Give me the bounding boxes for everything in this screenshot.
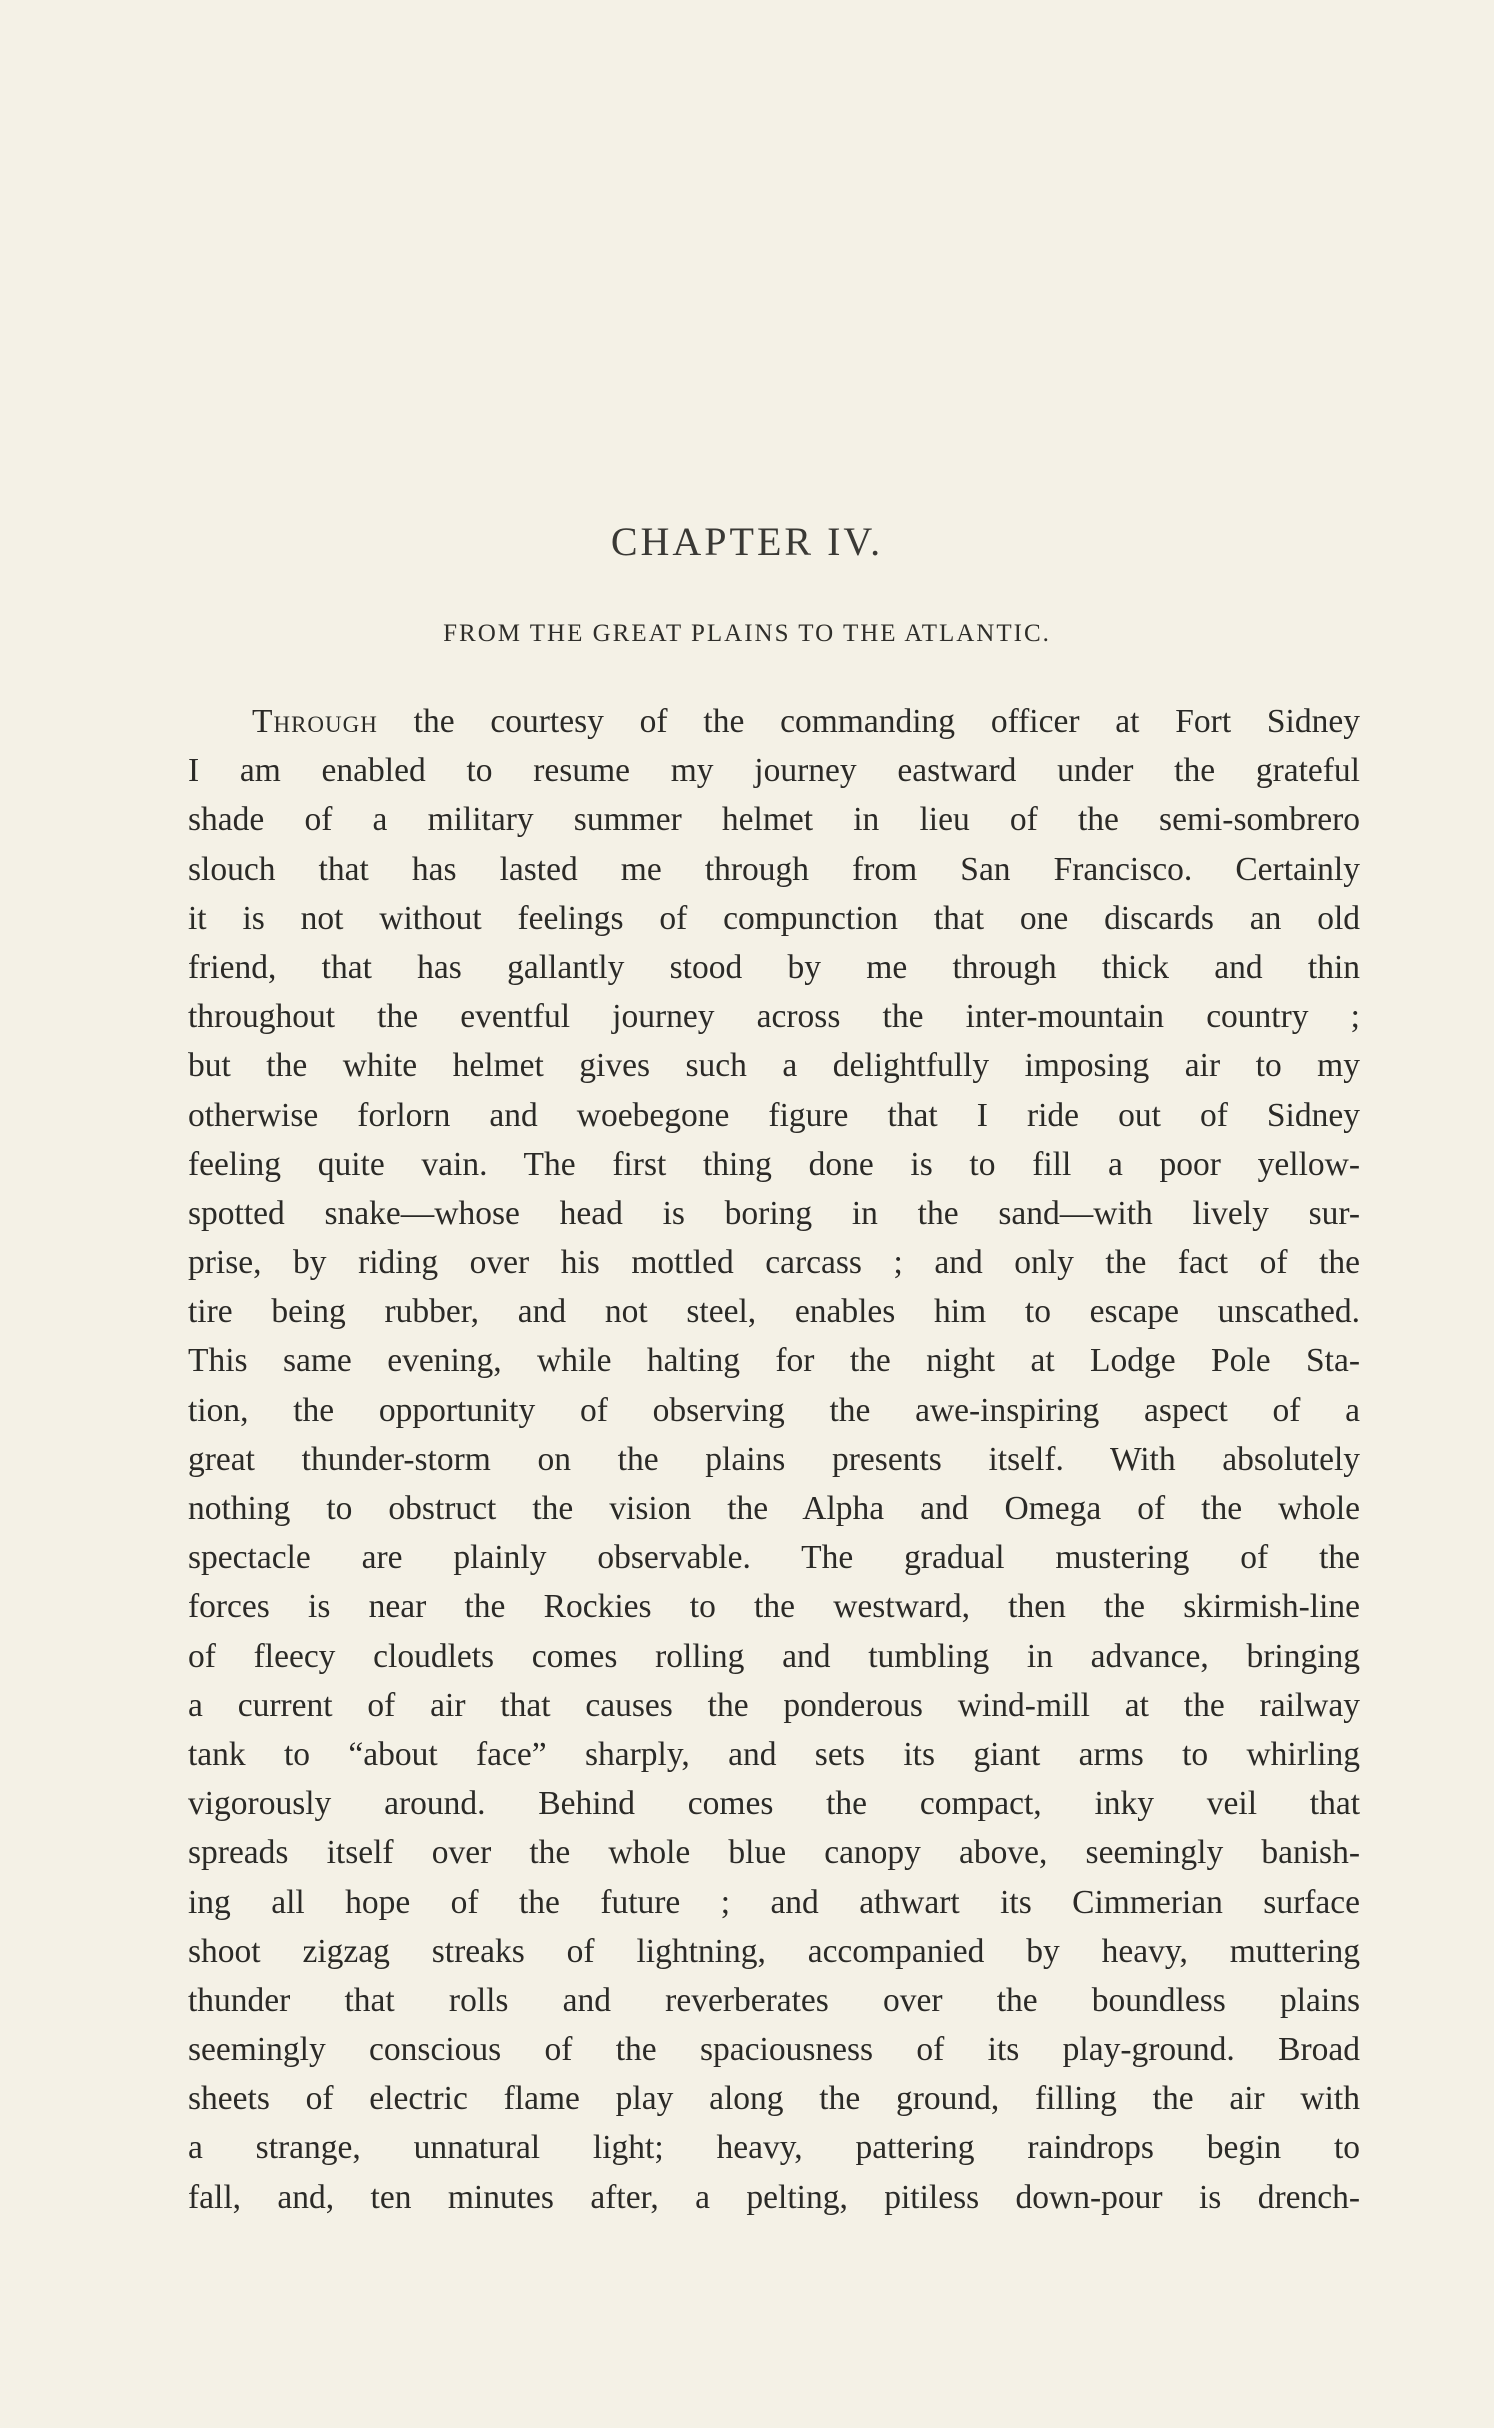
text-line: it is not without feelings of compunction that one discards an old xyxy=(188,899,1360,937)
text-line: I am enabled to resume my journey eastward under the grateful xyxy=(188,752,1360,790)
text-line: forces is near the Rockies to the westward, then the skirmish-line xyxy=(188,1588,1360,1626)
text-line: shade of a military summer helmet in lieu of the semi-sombrero xyxy=(188,801,1360,839)
text-line: vigorously around. Behind comes the compact, inky veil that xyxy=(188,1785,1360,1823)
text-line: spreads itself over the whole blue canopy above, seemingly banish- xyxy=(188,1834,1360,1872)
text-line: of fleecy cloudlets comes rolling and tumbling in advance, bringing xyxy=(188,1637,1360,1675)
text-line: sheets of electric flame play along the ground, filling the air with xyxy=(188,2080,1360,2118)
text-line: shoot zigzag streaks of lightning, accompanied by heavy, muttering xyxy=(188,1932,1360,1970)
chapter-heading: CHAPTER IV. xyxy=(610,519,884,564)
text-line: but the white helmet gives such a delightfully imposing air to my xyxy=(188,1047,1360,1085)
text-line: spectacle are plainly observable. The gradual mustering of the xyxy=(188,1539,1360,1577)
text-line: tank to “about face” sharply, and sets its giant arms to whirling xyxy=(188,1735,1360,1773)
text-line: prise, by riding over his mottled carcass ; and only the fact of the xyxy=(188,1244,1360,1282)
text-line: fall, and, ten minutes after, a pelting, pitiless down-pour is drench- xyxy=(188,2178,1360,2216)
text-line: slouch that has lasted me through from San Francisco. Certainly xyxy=(188,850,1360,888)
text-line: This same evening, while halting for the night at Lodge Pole Sta- xyxy=(188,1342,1360,1380)
text-line: otherwise forlorn and woebegone figure that I ride out of Sidney xyxy=(188,1096,1360,1134)
first-line-rest: the courtesy of the commanding officer at Fort Sidney xyxy=(377,703,1360,740)
text-line: ing all hope of the future ; and athwart its Cimmerian surface xyxy=(188,1883,1360,1921)
text-line: thunder that rolls and reverberates over the boundless plains xyxy=(188,1981,1360,2019)
text-line: great thunder-storm on the plains presents itself. With absolutely xyxy=(188,1440,1360,1478)
text-line: spotted snake—whose head is boring in the sand—with lively sur- xyxy=(188,1194,1360,1232)
text-line: a strange, unnatural light; heavy, pattering raindrops begin to xyxy=(188,2129,1360,2167)
text-line xyxy=(188,697,1360,746)
text-line: tire being rubber, and not steel, enables him to escape unscathed. xyxy=(188,1293,1360,1331)
text-line: tion, the opportunity of observing the awe-inspiring aspect of a xyxy=(188,1391,1360,1429)
text-line: throughout the eventful journey across the inter-mountain country ; xyxy=(188,998,1360,1036)
text-line: friend, that has gallantly stood by me through thick and thin xyxy=(188,948,1360,986)
text-line: nothing to obstruct the vision the Alpha and Omega of the whole xyxy=(188,1490,1360,1527)
text-line: feeling quite vain. The first thing done is to fill a poor yellow- xyxy=(188,1145,1360,1183)
body-text xyxy=(188,697,1360,2222)
text-line: a current of air that causes the ponderous wind-mill at the railway xyxy=(188,1686,1360,1724)
text-line: seemingly conscious of the spaciousness of its play-ground. Broad xyxy=(188,2031,1360,2069)
opening-word: Through xyxy=(252,703,378,740)
chapter-subtitle: FROM THE GREAT PLAINS TO THE ATLANTIC. xyxy=(443,620,1051,647)
